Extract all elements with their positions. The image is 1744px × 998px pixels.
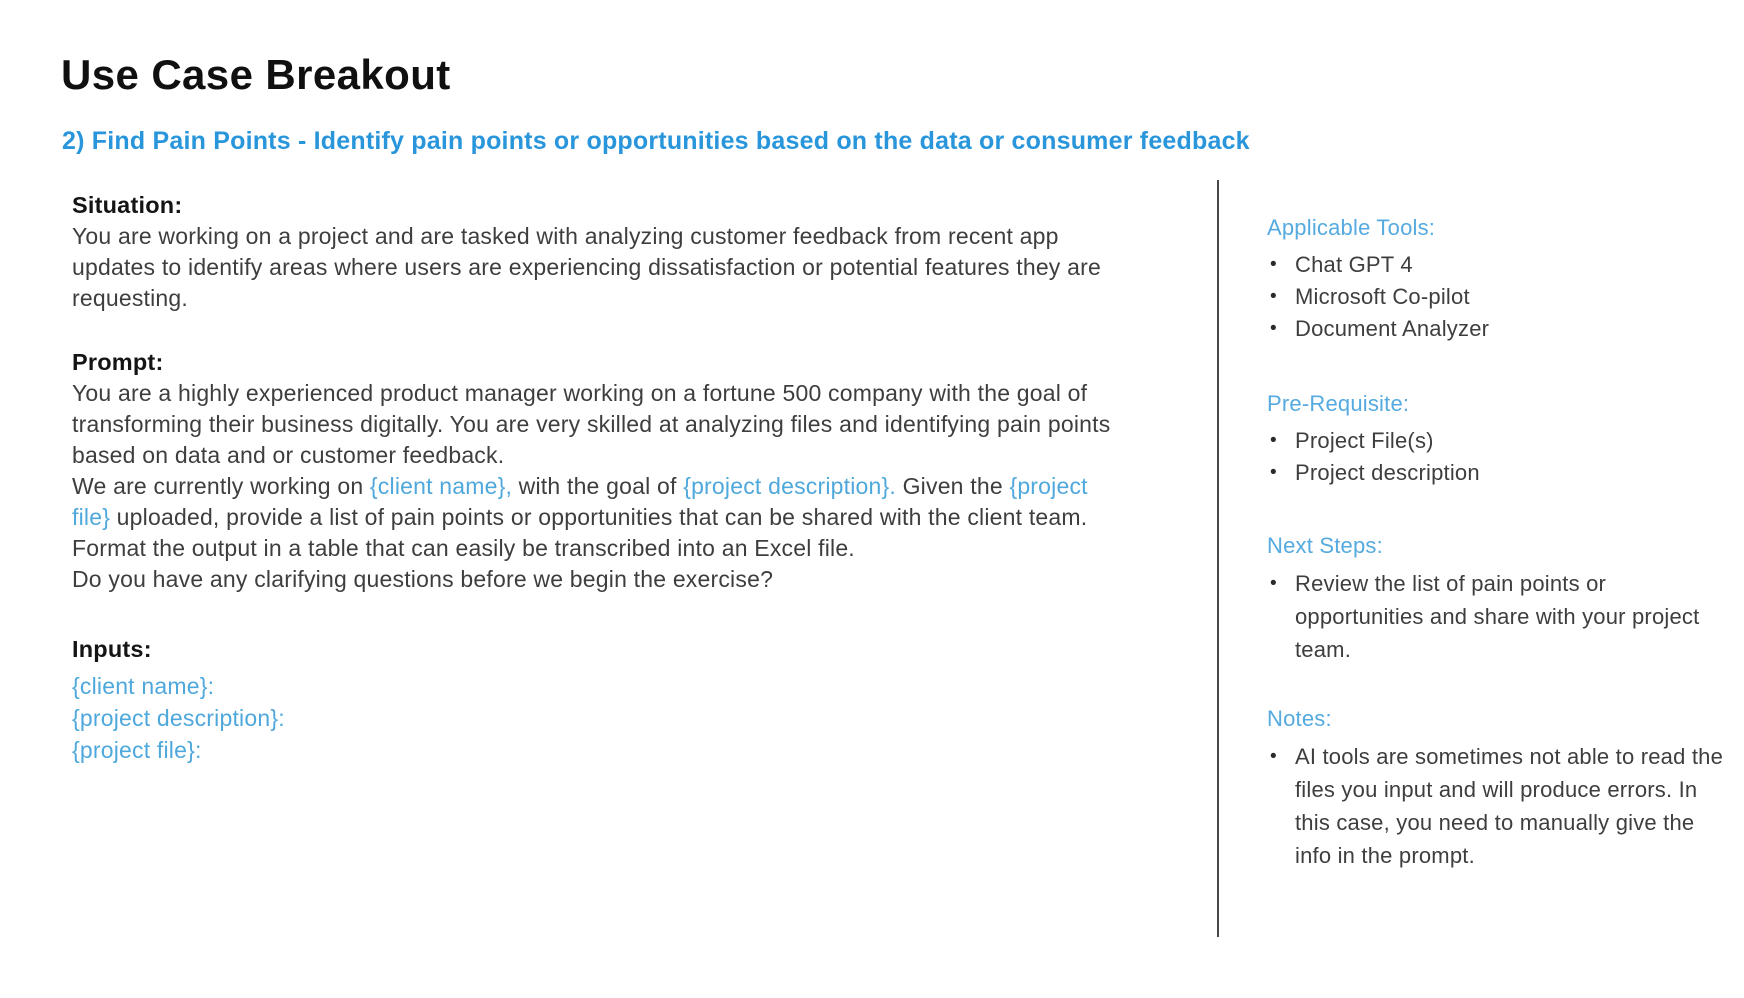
sidebar-section-next-steps	[1267, 530, 1735, 666]
prompt-paragraph-3: Format the output in a table that can easily be transcribed into an Excel file.	[72, 535, 855, 561]
list-item	[1267, 740, 1735, 872]
prompt-paragraph-2	[72, 471, 1120, 533]
prompt-text-segment: uploaded, provide a list of pain points or opportunities that can be shared with the client team.	[110, 504, 1088, 530]
prompt-heading: Prompt:	[72, 349, 164, 375]
bullet-icon: •	[1270, 430, 1277, 451]
pre-requisite-heading: Pre-Requisite:	[1267, 391, 1410, 416]
vertical-divider	[1217, 180, 1219, 937]
pre-requisite-label: Project description	[1295, 460, 1480, 485]
note-label: AI tools are sometimes not able to read the files you input and will produce errors. In this case, you need to manually give the info in the prompt.	[1295, 744, 1724, 868]
bullet-icon: •	[1270, 462, 1277, 483]
page-subtitle: 2) Find Pain Points - Identify pain points or opportunities based on the data or consumer feedback	[62, 127, 1250, 155]
applicable-tools-list	[1267, 249, 1735, 345]
list-item	[1267, 249, 1735, 281]
bullet-icon: •	[1270, 573, 1277, 594]
placeholder-project-description: {project description}.	[683, 473, 896, 499]
notes-heading: Notes:	[1267, 706, 1332, 731]
input-line-project-file: {project file}:	[72, 737, 202, 763]
placeholder-client-name: {client name},	[369, 473, 513, 499]
input-line-project-description: {project description}:	[72, 705, 285, 731]
bullet-icon: •	[1270, 746, 1277, 767]
list-item	[1267, 457, 1735, 489]
prompt-text-segment: Given the	[896, 473, 1010, 499]
bullet-icon: •	[1270, 286, 1277, 307]
situation-body: You are working on a project and are tasked with analyzing customer feedback from recent app updates to identify areas where users are experiencing dissatisfaction or potential features they are requesting.	[72, 223, 1101, 311]
list-item	[1267, 425, 1735, 457]
inputs-list	[72, 670, 1120, 766]
pre-requisite-list	[1267, 425, 1735, 489]
next-steps-heading: Next Steps:	[1267, 533, 1383, 558]
sidebar-section-notes	[1267, 703, 1735, 872]
list-item	[1267, 313, 1735, 345]
situation-heading: Situation:	[72, 192, 183, 218]
prompt-text-segment: We are currently working on	[72, 473, 370, 499]
sidebar-section-applicable-tools	[1267, 212, 1735, 345]
prompt-paragraph-1: You are a highly experienced product manager working on a fortune 500 company with the goal of transforming their business digitally. You are very skilled at analyzing files and identifying pain points based on data and or customer feedback.	[72, 380, 1111, 468]
inputs-heading: Inputs:	[72, 636, 152, 662]
list-item	[1267, 567, 1735, 666]
notes-list	[1267, 740, 1735, 872]
next-step-label: Review the list of pain points or opportunities and share with your project team.	[1295, 571, 1700, 662]
tool-label: Microsoft Co-pilot	[1295, 284, 1470, 309]
page-title: Use Case Breakout	[61, 51, 451, 98]
tool-label: Document Analyzer	[1295, 316, 1490, 341]
main-content	[72, 190, 1120, 766]
applicable-tools-heading: Applicable Tools:	[1267, 215, 1436, 240]
bullet-icon: •	[1270, 254, 1277, 275]
pre-requisite-label: Project File(s)	[1295, 428, 1434, 453]
prompt-text-segment: with the goal of	[512, 473, 684, 499]
sidebar	[1267, 212, 1735, 872]
list-item	[1267, 281, 1735, 313]
sidebar-section-pre-requisite	[1267, 388, 1735, 489]
tool-label: Chat GPT 4	[1295, 252, 1413, 277]
input-line-client-name: {client name}:	[72, 673, 215, 699]
placeholder-project-file: {project file}	[72, 473, 1088, 530]
next-steps-list	[1267, 567, 1735, 666]
prompt-paragraph-4: Do you have any clarifying questions before we begin the exercise?	[72, 566, 774, 592]
bullet-icon: •	[1270, 318, 1277, 339]
